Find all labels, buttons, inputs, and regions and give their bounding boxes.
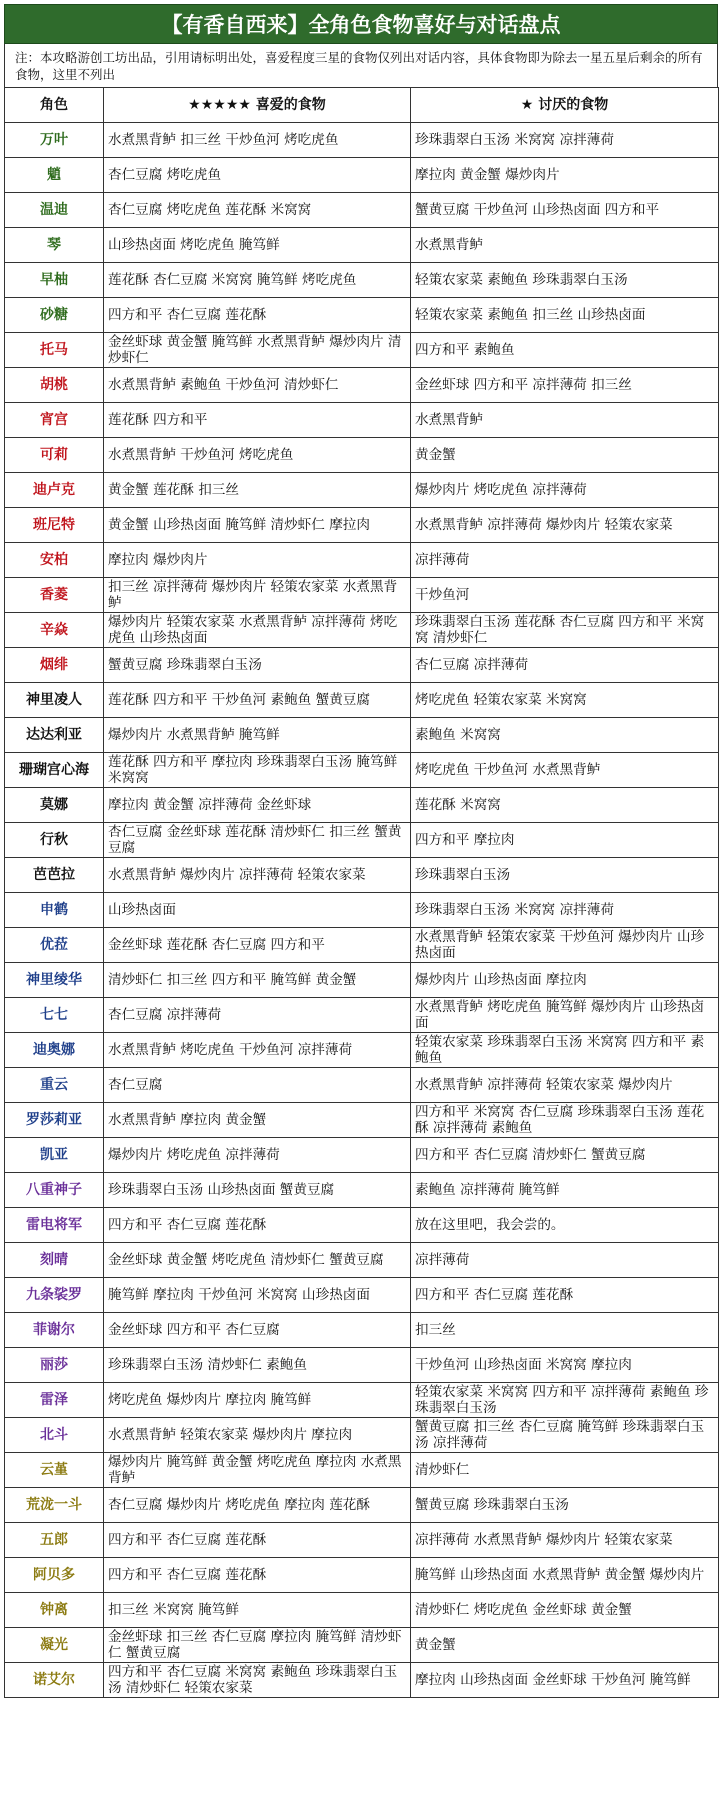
liked-food-cell: 珍珠翡翠白玉汤 清炒虾仁 素鲍鱼 xyxy=(104,1348,411,1383)
disliked-food-cell: 干炒鱼河 山珍热卤面 米窝窝 摩拉肉 xyxy=(411,1348,719,1383)
character-name: 辛焱 xyxy=(5,613,104,648)
liked-food-cell: 金丝虾球 黄金蟹 烤吃虎鱼 清炒虾仁 蟹黄豆腐 xyxy=(104,1243,411,1278)
table-row xyxy=(5,928,719,963)
table-row xyxy=(5,473,719,508)
liked-food-cell: 水煮黑背鲈 烤吃虎鱼 干炒鱼河 凉拌薄荷 xyxy=(104,1033,411,1068)
character-name: 钟离 xyxy=(5,1593,104,1628)
disliked-food-cell: 水煮黑背鲈 xyxy=(411,228,719,263)
liked-food-cell: 腌笃鲜 摩拉肉 干炒鱼河 米窝窝 山珍热卤面 xyxy=(104,1278,411,1313)
disliked-food-cell: 爆炒肉片 山珍热卤面 摩拉肉 xyxy=(411,963,719,998)
character-name: 烟绯 xyxy=(5,648,104,683)
character-name: 北斗 xyxy=(5,1418,104,1453)
disliked-food-cell: 四方和平 素鲍鱼 xyxy=(411,333,719,368)
disliked-food-cell: 珍珠翡翠白玉汤 xyxy=(411,858,719,893)
disliked-food-cell: 四方和平 杏仁豆腐 清炒虾仁 蟹黄豆腐 xyxy=(411,1138,719,1173)
note-text: 注：本攻略游创工坊出品，引用请标明出处，喜爱程度三星的食物仅列出对话内容，具体食物即为除去一星五星后剩余的所有食物，这里不列出 xyxy=(4,44,718,87)
character-name: 云堇 xyxy=(5,1453,104,1488)
disliked-food-cell: 烤吃虎鱼 干炒鱼河 水煮黑背鲈 xyxy=(411,753,719,788)
disliked-food-cell: 水煮黑背鲈 凉拌薄荷 爆炒肉片 轻策农家菜 xyxy=(411,508,719,543)
table-row xyxy=(5,1313,719,1348)
liked-food-cell: 山珍热卤面 xyxy=(104,893,411,928)
character-name: 行秋 xyxy=(5,823,104,858)
character-name: 申鹤 xyxy=(5,893,104,928)
liked-food-cell: 莲花酥 四方和平 干炒鱼河 素鲍鱼 蟹黄豆腐 xyxy=(104,683,411,718)
disliked-food-cell: 爆炒肉片 烤吃虎鱼 凉拌薄荷 xyxy=(411,473,719,508)
character-name: 凝光 xyxy=(5,1628,104,1663)
header-liked-food: ★★★★★ 喜爱的食物 xyxy=(104,88,411,123)
liked-food-cell: 四方和平 杏仁豆腐 莲花酥 xyxy=(104,298,411,333)
character-name: 诺艾尔 xyxy=(5,1663,104,1698)
liked-food-cell: 杏仁豆腐 xyxy=(104,1068,411,1103)
disliked-food-cell: 素鲍鱼 米窝窝 xyxy=(411,718,719,753)
liked-food-cell: 山珍热卤面 烤吃虎鱼 腌笃鲜 xyxy=(104,228,411,263)
table-row xyxy=(5,788,719,823)
liked-food-cell: 杏仁豆腐 金丝虾球 莲花酥 清炒虾仁 扣三丝 蟹黄豆腐 xyxy=(104,823,411,858)
liked-food-cell: 黄金蟹 莲花酥 扣三丝 xyxy=(104,473,411,508)
liked-food-cell: 扣三丝 米窝窝 腌笃鲜 xyxy=(104,1593,411,1628)
table-row xyxy=(5,543,719,578)
liked-food-cell: 摩拉肉 黄金蟹 凉拌薄荷 金丝虾球 xyxy=(104,788,411,823)
character-name: 胡桃 xyxy=(5,368,104,403)
table-row xyxy=(5,1453,719,1488)
table-row xyxy=(5,823,719,858)
liked-food-cell: 金丝虾球 莲花酥 杏仁豆腐 四方和平 xyxy=(104,928,411,963)
header-disliked-food: ★ 讨厌的食物 xyxy=(411,88,719,123)
disliked-food-cell: 摩拉肉 黄金蟹 爆炒肉片 xyxy=(411,158,719,193)
table-row xyxy=(5,858,719,893)
disliked-food-cell: 金丝虾球 四方和平 凉拌薄荷 扣三丝 xyxy=(411,368,719,403)
table-row xyxy=(5,438,719,473)
table-row xyxy=(5,648,719,683)
disliked-food-cell: 放在这里吧，我会尝的。 xyxy=(411,1208,719,1243)
liked-food-cell: 爆炒肉片 烤吃虎鱼 凉拌薄荷 xyxy=(104,1138,411,1173)
disliked-food-cell: 蟹黄豆腐 珍珠翡翠白玉汤 xyxy=(411,1488,719,1523)
liked-food-cell: 杏仁豆腐 烤吃虎鱼 莲花酥 米窝窝 xyxy=(104,193,411,228)
character-name: 琴 xyxy=(5,228,104,263)
character-name: 温迪 xyxy=(5,193,104,228)
disliked-food-cell: 烤吃虎鱼 轻策农家菜 米窝窝 xyxy=(411,683,719,718)
liked-food-cell: 爆炒肉片 腌笃鲜 黄金蟹 烤吃虎鱼 摩拉肉 水煮黑背鲈 xyxy=(104,1453,411,1488)
liked-food-cell: 蟹黄豆腐 珍珠翡翠白玉汤 xyxy=(104,648,411,683)
table-row xyxy=(5,613,719,648)
character-name: 八重神子 xyxy=(5,1173,104,1208)
liked-food-cell: 珍珠翡翠白玉汤 山珍热卤面 蟹黄豆腐 xyxy=(104,1173,411,1208)
liked-food-cell: 清炒虾仁 扣三丝 四方和平 腌笃鲜 黄金蟹 xyxy=(104,963,411,998)
character-name: 罗莎莉亚 xyxy=(5,1103,104,1138)
liked-food-cell: 水煮黑背鲈 干炒鱼河 烤吃虎鱼 xyxy=(104,438,411,473)
liked-food-cell: 烤吃虎鱼 爆炒肉片 摩拉肉 腌笃鲜 xyxy=(104,1383,411,1418)
character-name: 神里凌人 xyxy=(5,683,104,718)
disliked-food-cell: 珍珠翡翠白玉汤 米窝窝 凉拌薄荷 xyxy=(411,893,719,928)
disliked-food-cell: 四方和平 摩拉肉 xyxy=(411,823,719,858)
disliked-food-cell: 珍珠翡翠白玉汤 莲花酥 杏仁豆腐 四方和平 米窝窝 清炒虾仁 xyxy=(411,613,719,648)
header-character: 角色 xyxy=(5,88,104,123)
table-row xyxy=(5,1628,719,1663)
table-row xyxy=(5,123,719,158)
table-row xyxy=(5,1243,719,1278)
liked-food-cell: 水煮黑背鲈 摩拉肉 黄金蟹 xyxy=(104,1103,411,1138)
disliked-food-cell: 素鲍鱼 凉拌薄荷 腌笃鲜 xyxy=(411,1173,719,1208)
table-row xyxy=(5,368,719,403)
character-name: 九条裟罗 xyxy=(5,1278,104,1313)
table-row xyxy=(5,1418,719,1453)
liked-food-cell: 四方和平 杏仁豆腐 莲花酥 xyxy=(104,1523,411,1558)
table-row xyxy=(5,1068,719,1103)
table-row xyxy=(5,1173,719,1208)
liked-food-cell: 爆炒肉片 水煮黑背鲈 腌笃鲜 xyxy=(104,718,411,753)
disliked-food-cell: 轻策农家菜 米窝窝 四方和平 凉拌薄荷 素鲍鱼 珍珠翡翠白玉汤 xyxy=(411,1383,719,1418)
disliked-food-cell: 干炒鱼河 xyxy=(411,578,719,613)
character-name: 丽莎 xyxy=(5,1348,104,1383)
food-preference-sheet xyxy=(4,4,718,1698)
character-name: 香菱 xyxy=(5,578,104,613)
table-row xyxy=(5,1383,719,1418)
disliked-food-cell: 凉拌薄荷 水煮黑背鲈 爆炒肉片 轻策农家菜 xyxy=(411,1523,719,1558)
character-name: 雷电将军 xyxy=(5,1208,104,1243)
disliked-food-cell: 四方和平 米窝窝 杏仁豆腐 珍珠翡翠白玉汤 莲花酥 凉拌薄荷 素鲍鱼 xyxy=(411,1103,719,1138)
character-name: 魈 xyxy=(5,158,104,193)
disliked-food-cell: 扣三丝 xyxy=(411,1313,719,1348)
table-row xyxy=(5,1558,719,1593)
table-row xyxy=(5,718,719,753)
liked-food-cell: 金丝虾球 黄金蟹 腌笃鲜 水煮黑背鲈 爆炒肉片 清炒虾仁 xyxy=(104,333,411,368)
disliked-food-cell: 黄金蟹 xyxy=(411,438,719,473)
table-row xyxy=(5,508,719,543)
disliked-food-cell: 凉拌薄荷 xyxy=(411,1243,719,1278)
character-name: 万叶 xyxy=(5,123,104,158)
table-row xyxy=(5,1033,719,1068)
disliked-food-cell: 水煮黑背鲈 凉拌薄荷 轻策农家菜 爆炒肉片 xyxy=(411,1068,719,1103)
character-name: 珊瑚宫心海 xyxy=(5,753,104,788)
character-name: 托马 xyxy=(5,333,104,368)
liked-food-cell: 四方和平 杏仁豆腐 莲花酥 xyxy=(104,1208,411,1243)
liked-food-cell: 金丝虾球 四方和平 杏仁豆腐 xyxy=(104,1313,411,1348)
liked-food-cell: 莲花酥 四方和平 xyxy=(104,403,411,438)
table-row xyxy=(5,998,719,1033)
page-title: 【有香自西来】全角色食物喜好与对话盘点 xyxy=(4,4,718,44)
table-row xyxy=(5,228,719,263)
table-row xyxy=(5,1523,719,1558)
liked-food-cell: 杏仁豆腐 烤吃虎鱼 xyxy=(104,158,411,193)
character-name: 莫娜 xyxy=(5,788,104,823)
liked-food-cell: 水煮黑背鲈 爆炒肉片 凉拌薄荷 轻策农家菜 xyxy=(104,858,411,893)
character-name: 菲谢尔 xyxy=(5,1313,104,1348)
character-name: 神里绫华 xyxy=(5,963,104,998)
table-row xyxy=(5,263,719,298)
table-row xyxy=(5,893,719,928)
liked-food-cell: 爆炒肉片 轻策农家菜 水煮黑背鲈 凉拌薄荷 烤吃虎鱼 山珍热卤面 xyxy=(104,613,411,648)
table-row xyxy=(5,158,719,193)
liked-food-cell: 金丝虾球 扣三丝 杏仁豆腐 摩拉肉 腌笃鲜 清炒虾仁 蟹黄豆腐 xyxy=(104,1628,411,1663)
disliked-food-cell: 凉拌薄荷 xyxy=(411,543,719,578)
table-row xyxy=(5,1278,719,1313)
character-name: 优菈 xyxy=(5,928,104,963)
table-row xyxy=(5,578,719,613)
liked-food-cell: 扣三丝 凉拌薄荷 爆炒肉片 轻策农家菜 水煮黑背鲈 xyxy=(104,578,411,613)
liked-food-cell: 黄金蟹 山珍热卤面 腌笃鲜 清炒虾仁 摩拉肉 xyxy=(104,508,411,543)
disliked-food-cell: 四方和平 杏仁豆腐 莲花酥 xyxy=(411,1278,719,1313)
table-header-row xyxy=(5,88,719,123)
character-name: 阿贝多 xyxy=(5,1558,104,1593)
character-name: 宵宫 xyxy=(5,403,104,438)
table-row xyxy=(5,333,719,368)
table-row xyxy=(5,403,719,438)
character-name: 班尼特 xyxy=(5,508,104,543)
disliked-food-cell: 摩拉肉 山珍热卤面 金丝虾球 干炒鱼河 腌笃鲜 xyxy=(411,1663,719,1698)
table-row xyxy=(5,1208,719,1243)
disliked-food-cell: 黄金蟹 xyxy=(411,1628,719,1663)
character-name: 刻晴 xyxy=(5,1243,104,1278)
disliked-food-cell: 水煮黑背鲈 xyxy=(411,403,719,438)
table-row xyxy=(5,1593,719,1628)
liked-food-cell: 莲花酥 杏仁豆腐 米窝窝 腌笃鲜 烤吃虎鱼 xyxy=(104,263,411,298)
disliked-food-cell: 清炒虾仁 烤吃虎鱼 金丝虾球 黄金蟹 xyxy=(411,1593,719,1628)
disliked-food-cell: 水煮黑背鲈 烤吃虎鱼 腌笃鲜 爆炒肉片 山珍热卤面 xyxy=(411,998,719,1033)
disliked-food-cell: 腌笃鲜 山珍热卤面 水煮黑背鲈 黄金蟹 爆炒肉片 xyxy=(411,1558,719,1593)
character-name: 荒泷一斗 xyxy=(5,1488,104,1523)
table-row xyxy=(5,1488,719,1523)
disliked-food-cell: 水煮黑背鲈 轻策农家菜 干炒鱼河 爆炒肉片 山珍热卤面 xyxy=(411,928,719,963)
table-row xyxy=(5,753,719,788)
disliked-food-cell: 莲花酥 米窝窝 xyxy=(411,788,719,823)
character-name: 安柏 xyxy=(5,543,104,578)
character-name: 五郎 xyxy=(5,1523,104,1558)
liked-food-cell: 四方和平 杏仁豆腐 莲花酥 xyxy=(104,1558,411,1593)
character-name: 雷泽 xyxy=(5,1383,104,1418)
disliked-food-cell: 轻策农家菜 素鲍鱼 扣三丝 山珍热卤面 xyxy=(411,298,719,333)
table-row xyxy=(5,963,719,998)
table-row xyxy=(5,1348,719,1383)
character-name: 凯亚 xyxy=(5,1138,104,1173)
disliked-food-cell: 杏仁豆腐 凉拌薄荷 xyxy=(411,648,719,683)
character-name: 重云 xyxy=(5,1068,104,1103)
food-table xyxy=(4,87,719,1698)
character-name: 砂糖 xyxy=(5,298,104,333)
liked-food-cell: 杏仁豆腐 爆炒肉片 烤吃虎鱼 摩拉肉 莲花酥 xyxy=(104,1488,411,1523)
liked-food-cell: 水煮黑背鲈 扣三丝 干炒鱼河 烤吃虎鱼 xyxy=(104,123,411,158)
disliked-food-cell: 蟹黄豆腐 扣三丝 杏仁豆腐 腌笃鲜 珍珠翡翠白玉汤 凉拌薄荷 xyxy=(411,1418,719,1453)
liked-food-cell: 莲花酥 四方和平 摩拉肉 珍珠翡翠白玉汤 腌笃鲜 米窝窝 xyxy=(104,753,411,788)
disliked-food-cell: 蟹黄豆腐 干炒鱼河 山珍热卤面 四方和平 xyxy=(411,193,719,228)
liked-food-cell: 水煮黑背鲈 轻策农家菜 爆炒肉片 摩拉肉 xyxy=(104,1418,411,1453)
disliked-food-cell: 轻策农家菜 珍珠翡翠白玉汤 米窝窝 四方和平 素鲍鱼 xyxy=(411,1033,719,1068)
character-name: 达达利亚 xyxy=(5,718,104,753)
liked-food-cell: 杏仁豆腐 凉拌薄荷 xyxy=(104,998,411,1033)
table-row xyxy=(5,298,719,333)
disliked-food-cell: 珍珠翡翠白玉汤 米窝窝 凉拌薄荷 xyxy=(411,123,719,158)
liked-food-cell: 摩拉肉 爆炒肉片 xyxy=(104,543,411,578)
table-row xyxy=(5,1103,719,1138)
table-row xyxy=(5,193,719,228)
character-name: 七七 xyxy=(5,998,104,1033)
liked-food-cell: 水煮黑背鲈 素鲍鱼 干炒鱼河 清炒虾仁 xyxy=(104,368,411,403)
character-name: 早柚 xyxy=(5,263,104,298)
table-row xyxy=(5,1663,719,1698)
disliked-food-cell: 清炒虾仁 xyxy=(411,1453,719,1488)
character-name: 芭芭拉 xyxy=(5,858,104,893)
table-row xyxy=(5,1138,719,1173)
liked-food-cell: 四方和平 杏仁豆腐 米窝窝 素鲍鱼 珍珠翡翠白玉汤 清炒虾仁 轻策农家菜 xyxy=(104,1663,411,1698)
table-row xyxy=(5,683,719,718)
character-name: 迪奥娜 xyxy=(5,1033,104,1068)
character-name: 可莉 xyxy=(5,438,104,473)
character-name: 迪卢克 xyxy=(5,473,104,508)
disliked-food-cell: 轻策农家菜 素鲍鱼 珍珠翡翠白玉汤 xyxy=(411,263,719,298)
